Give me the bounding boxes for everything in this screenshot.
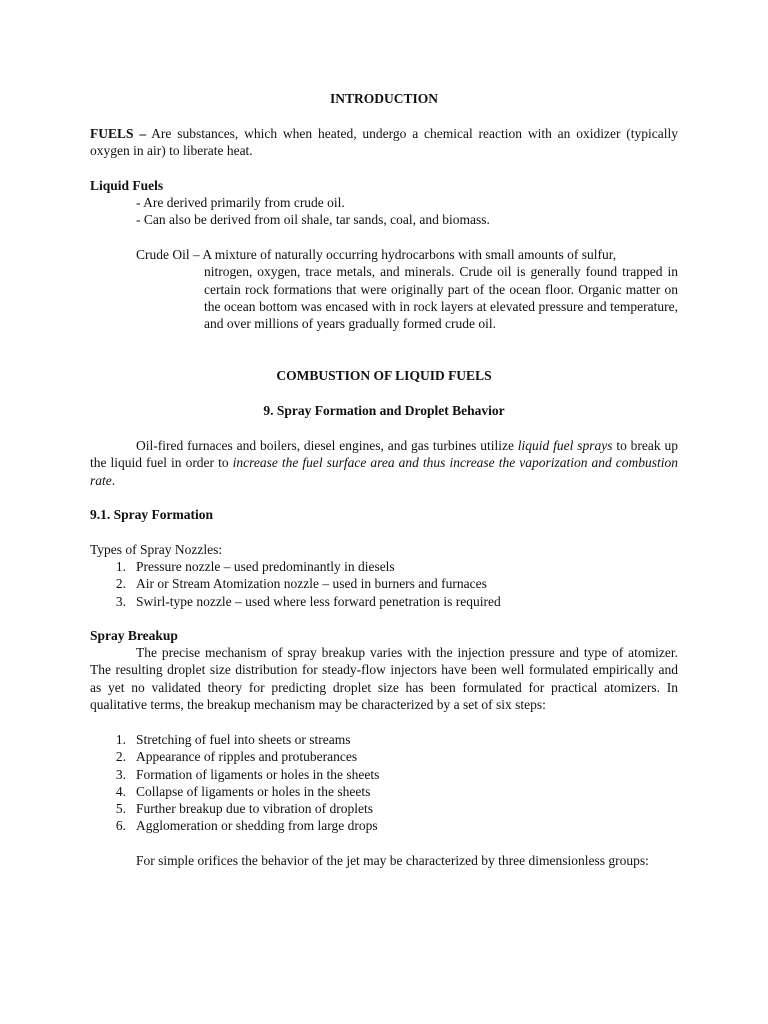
list-item [90,593,678,610]
list-number: 1. [115,559,126,574]
list-item [90,575,678,592]
oil-text-2: to break up the liquid fuel in order to [90,438,678,471]
list-item [90,558,678,575]
heading-spray-formation: 9. Spray Formation and Droplet Behavior [263,403,505,418]
list-number: 2. [115,749,126,765]
list-number: 6. [115,818,126,834]
list-text: Swirl-type nozzle – used where less forward penetration is required [136,593,501,609]
heading-introduction: INTRODUCTION [329,91,438,106]
list-item [90,800,678,817]
list-item [90,731,678,748]
crude-oil-first-line [136,246,678,263]
section-9-1-heading: 9.1. Spray Formation [90,507,213,522]
list-text: Collapse of ligaments or holes in the sheets [136,783,371,799]
fuels-definition [90,125,678,160]
liquid-fuels-heading: Liquid Fuels [90,178,164,193]
oil-text-italic-2: increase the fuel surface area and thus increase the vaporization and combustion rate [90,455,678,488]
fuels-term: FUELS – [90,126,147,141]
crude-oil-definition [136,246,678,332]
nozzles-list [90,558,678,610]
fuels-text: Are substances, which when heated, undergo a chemical reaction with an oxidizer (typically oxygen in air) to liberate heat. [90,126,678,159]
list-text: Air or Stream Atomization nozzle – used in burners and furnaces [136,576,487,592]
liquid-fuels-item: - Can also be derived from oil shale, tar sands, coal, and biomass. [136,212,490,228]
oil-text-italic-1: liquid fuel sprays [517,438,613,453]
list-text: Further breakup due to vibration of droplets [136,801,373,817]
list-number: 1. [115,732,126,747]
spray-breakup-text: The precise mechanism of spray breakup varies with the injection pressure and type of atomizer. The resulting droplet size distribution for steady-flow injectors have been well formulated empirically and as yet no validated theory for predicting droplet size has been formulated for practical atomizers. In qualitative terms, the breakup mechanism may be characterized by a set of six steps: [90,645,678,712]
list-item [90,748,678,765]
list-number: 2. [115,576,126,592]
oil-text-1: Oil-fired furnaces and boilers, diesel engines, and gas turbines utilize [136,438,518,453]
orifices-paragraph [90,852,678,869]
list-number: 5. [115,801,126,817]
breakup-steps-list [90,731,678,835]
list-text: Appearance of ripples and protuberances [136,749,358,765]
list-text: Formation of ligaments or holes in the sheets [136,766,380,782]
list-item [90,766,678,783]
liquid-fuels-list [90,194,678,229]
list-number: 3. [115,766,126,782]
list-text: Stretching of fuel into sheets or streams [136,732,351,747]
list-item [90,783,678,800]
crude-oil-term: Crude Oil – [136,247,200,262]
spray-breakup-heading: Spray Breakup [90,628,178,643]
oil-text-3: . [111,472,116,488]
list-number: 4. [115,783,126,799]
list-text: Pressure nozzle – used predominantly in diesels [136,559,395,574]
crude-oil-continuation: nitrogen, oxygen, trace metals, and minerals. Crude oil is generally found trapped in certain rock formations that were originally part of the ocean floor. Organic matter on the ocean bottom was encased with in rock layers at elevated pressure and temperature, and over millions of years gradually formed crude oil. [204,264,678,332]
spray-breakup-paragraph [90,644,678,713]
crude-oil-first-text: A mixture of naturally occurring hydrocarbons with small amounts of sulfur, [199,247,617,262]
heading-combustion: COMBUSTION OF LIQUID FUELS [276,368,492,383]
nozzles-intro: Types of Spray Nozzles: [90,542,223,557]
orifices-text: For simple orifices the behavior of the jet may be characterized by three dimensionless groups: [136,853,649,868]
liquid-fuels-item: - Are derived primarily from crude oil. [136,195,345,210]
list-item [90,817,678,834]
list-text: Agglomeration or shedding from large drops [136,818,378,834]
oil-fired-paragraph [90,437,678,489]
list-number: 3. [115,593,126,609]
